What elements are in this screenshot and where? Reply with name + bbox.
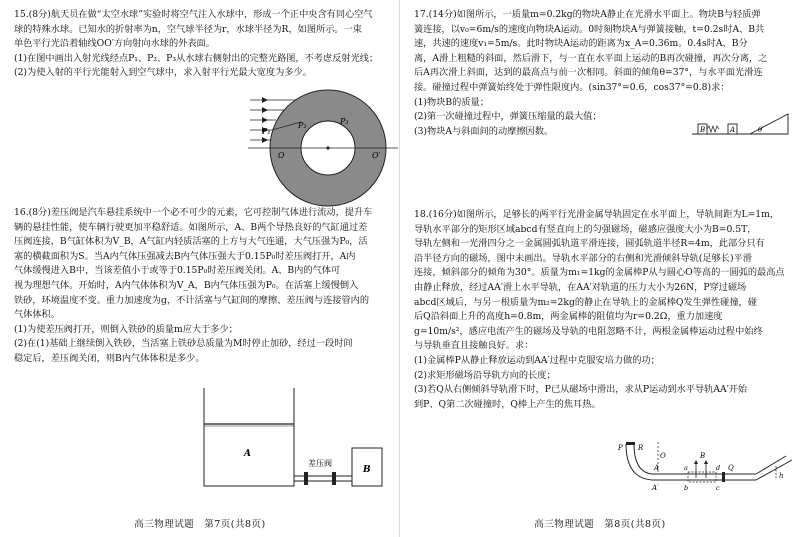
q17-sub: (2)第一次碰撞过程中，弹簧压缩量的最大值； [414,111,602,123]
label-p3: P₃ [340,117,349,126]
label-a-prime: A′ [652,484,659,492]
q17-line: 接。碰撞过程中弹簧始终处于弹性限度内。(sin37°=0.6，cos37°=0.8)求： [414,81,730,93]
field-arrows [696,462,706,478]
q18-line: 导轨左侧和一光滑四分之一金属圆弧轨道平滑连接，圆弧轨道半径R=4m，此部分只有 [414,238,765,250]
valve-flange-right [332,472,336,485]
q16-line: 气体缓慢进入B中，当该差值小于或等于0.15P₀时差压阀关闭。A、B内的气体可 [14,265,341,277]
label-p1: P₁ [262,127,271,136]
q18-line: 沿半径方向的磁场，图中未画出。导轨水平部分的右侧和光滑倾斜导轨(足够长)平滑 [414,252,752,264]
q16-line: 塞的横截面积为S。当A内气体压强减去B内气体压强大于0.15P₀时差压阀打开，A内 [14,250,356,262]
q16-cylinder-figure [196,386,386,490]
question-16 [14,206,388,367]
q17-line: 速，共速的速度v₁=5m/s。此时物块A运动的距离为x_A=0.36m。0.4s时A、B分 [414,38,748,50]
center-point [326,146,329,149]
question-15 [14,8,388,81]
label-a-small: a [684,464,688,472]
q16-line: 气体体积。 [14,309,60,321]
q18-line: 连接，倾斜部分的倾角为30°。质量为m₁=1kg的金属棒P从与圆心O等高的一圆弧的最高点 [414,267,785,279]
q15-line: 球的特殊水球。已知水的折射率为n，空气球半径为r，水球半径为R，如图所示。一束 [14,23,362,35]
q16-sub-1: (1)为使差压阀打开，则倒入铁砂的质量m应大于多少； [14,323,238,335]
q15-water-ball-figure [248,86,398,214]
label-p: P [618,444,623,452]
q18-sub-3-line: 到P、Q第二次碰撞时，Q棒上产生的焦耳热。 [414,398,601,410]
q18-line: abcd区域后，与另一根质量为m₂=2kg的静止在导轨上的金属棒Q发生弹性碰撞，碰 [414,296,757,308]
q18-line: 18.(16分)如图所示，足够长的两平行光滑金属导轨固定在水平面上，导轨间距为L=1m， [414,209,780,220]
cylinder-a-wall [204,388,294,486]
right-page-footer: 高三物理试题 第8页(共8页) [534,519,666,530]
label-b: B [700,126,706,134]
q15-line: 单色平行光沿着轴线OO′方向射向水球的外表面。 [14,38,215,50]
label-valve: 差压阀 [308,459,332,468]
q16-sub-2-line: 稳定后，差压阀关闭，则B内气体体积是多少。 [14,352,205,364]
q15-line: 15.(8分)航天员在做“太空水球”实验时将空气注入水球中，形成一个正中央含有同心空气 [14,9,373,20]
q17-line: 簧连接，以v₀=6m/s的速度向物块A运动。0时刻物块A与弹簧接触，t=0.2s时A、B共 [414,23,765,35]
incline [750,114,788,134]
valve-flange-left [304,472,308,485]
spring [707,126,719,132]
label-b-small: b [684,484,689,492]
q16-sub-2-line: (2)在(1)基础上继续倒入铁砂，当活塞上铁砂总质量为M时停止加砂，经过一段时间 [14,338,353,350]
q17-line: 离，A滑上粗糙的斜面，然后滑下，与一直在水平面上运动的B再次碰撞，再次分离，之 [414,52,768,64]
q17-line: 17.(14分)如图所示，一质量m=0.2kg的物块A静止在光滑水平面上。物块B与轻质弹 [414,9,761,20]
label-a: A [244,449,251,459]
label-c-small: c [716,484,720,492]
label-r: R [638,444,644,452]
q15-line: (1)在图中画出入射光线经点P₁、P₂、P₃从水球右侧射出的完整光路图，不考虑反射光线； [14,52,379,64]
rod-p [626,442,635,445]
q18-sub-3-line: (3)若Q从右侧倾斜导轨滑下时，P已从磁场中滑出，求从P运动到水平导轨AA′开始 [414,384,748,396]
q18-line: g=10m/s²，感应电流产生的磁场及导轨的电阻忽略不计，两根金属棒运动过程中始终 [414,325,763,337]
q17-sub: (1)物块B的质量； [414,96,489,108]
label-b-field: B [700,452,706,460]
q18-rails-figure [616,438,796,494]
page-divider [399,0,400,537]
q17-sub: (3)物块A与斜面间的动摩擦因数。 [414,125,554,137]
q16-line: 铁砂，环境温度不变。重力加速度为g，不计活塞与气缸间的摩擦、差压阀与连接管内的 [14,294,370,306]
q18-line: 由静止释放，经过AA′滑上水平导轨，在AA′对轨道的压力大小为26N，P穿过磁场 [414,281,747,293]
label-o-prime: O′ [372,151,381,160]
label-d-small: d [716,464,721,472]
q16-line: 16.(8分)差压阀是汽车悬挂系统中一个必不可少的元素，它可控制气体进行流动，提升车 [14,207,373,218]
label-h: h [779,472,784,480]
ray-arrowheads [262,97,268,143]
q16-line: 视为理想气体。开始时，A内气体体积为V_A，B内气体压强为P₀。在活塞上缓慢倒入 [14,279,359,291]
q18-line: 后Q沿斜面上升的高度h=0.8m，两金属棒的阻值均为r=0.2Ω，重力加速度 [414,311,723,323]
q18-sub: (2)求矩形磁场沿导轨方向的长度； [414,369,556,381]
q16-line: 辆的悬挂性能，使车辆行驶更加平稳舒适。如图所示，A、B两个导热良好的气缸通过差 [14,221,368,233]
label-b: B [363,465,371,475]
q18-line: 与导轨垂直且接触良好。求： [414,340,534,352]
label-theta: θ [758,126,763,134]
q18-sub: (1)金属棒P从静止释放运动到AA′过程中克服安培力做的功； [414,354,660,366]
q17-incline-figure [692,112,792,138]
question-18 [414,208,794,412]
label-o: O [278,151,285,160]
left-page-footer: 高三物理试题 第7页(共8页) [134,519,266,530]
q16-line: 压阀连接，B气缸体积为V_B，A气缸内轻质活塞的上方与大气连通，大气压强为P₀，活 [14,236,368,248]
label-a: A [730,126,736,134]
rod-q [722,472,725,482]
q15-line: (2)为使入射的平行光能射入到空气球中，求入射平行光最大宽度为多少。 [14,67,312,79]
q18-line: 导轨水平部分的矩形区域abcd有竖直向上的匀强磁场，磁感应强度大小为B=0.5T， [414,223,757,235]
q17-line: 后A再次滑上斜面，达到的最高点与前一次相同。斜面的倾角θ=37°，与水平面光滑连 [414,67,763,79]
label-p2: P₂ [298,121,307,130]
label-o: O [660,452,666,460]
label-a: A [654,464,660,472]
label-q: Q [728,464,734,472]
